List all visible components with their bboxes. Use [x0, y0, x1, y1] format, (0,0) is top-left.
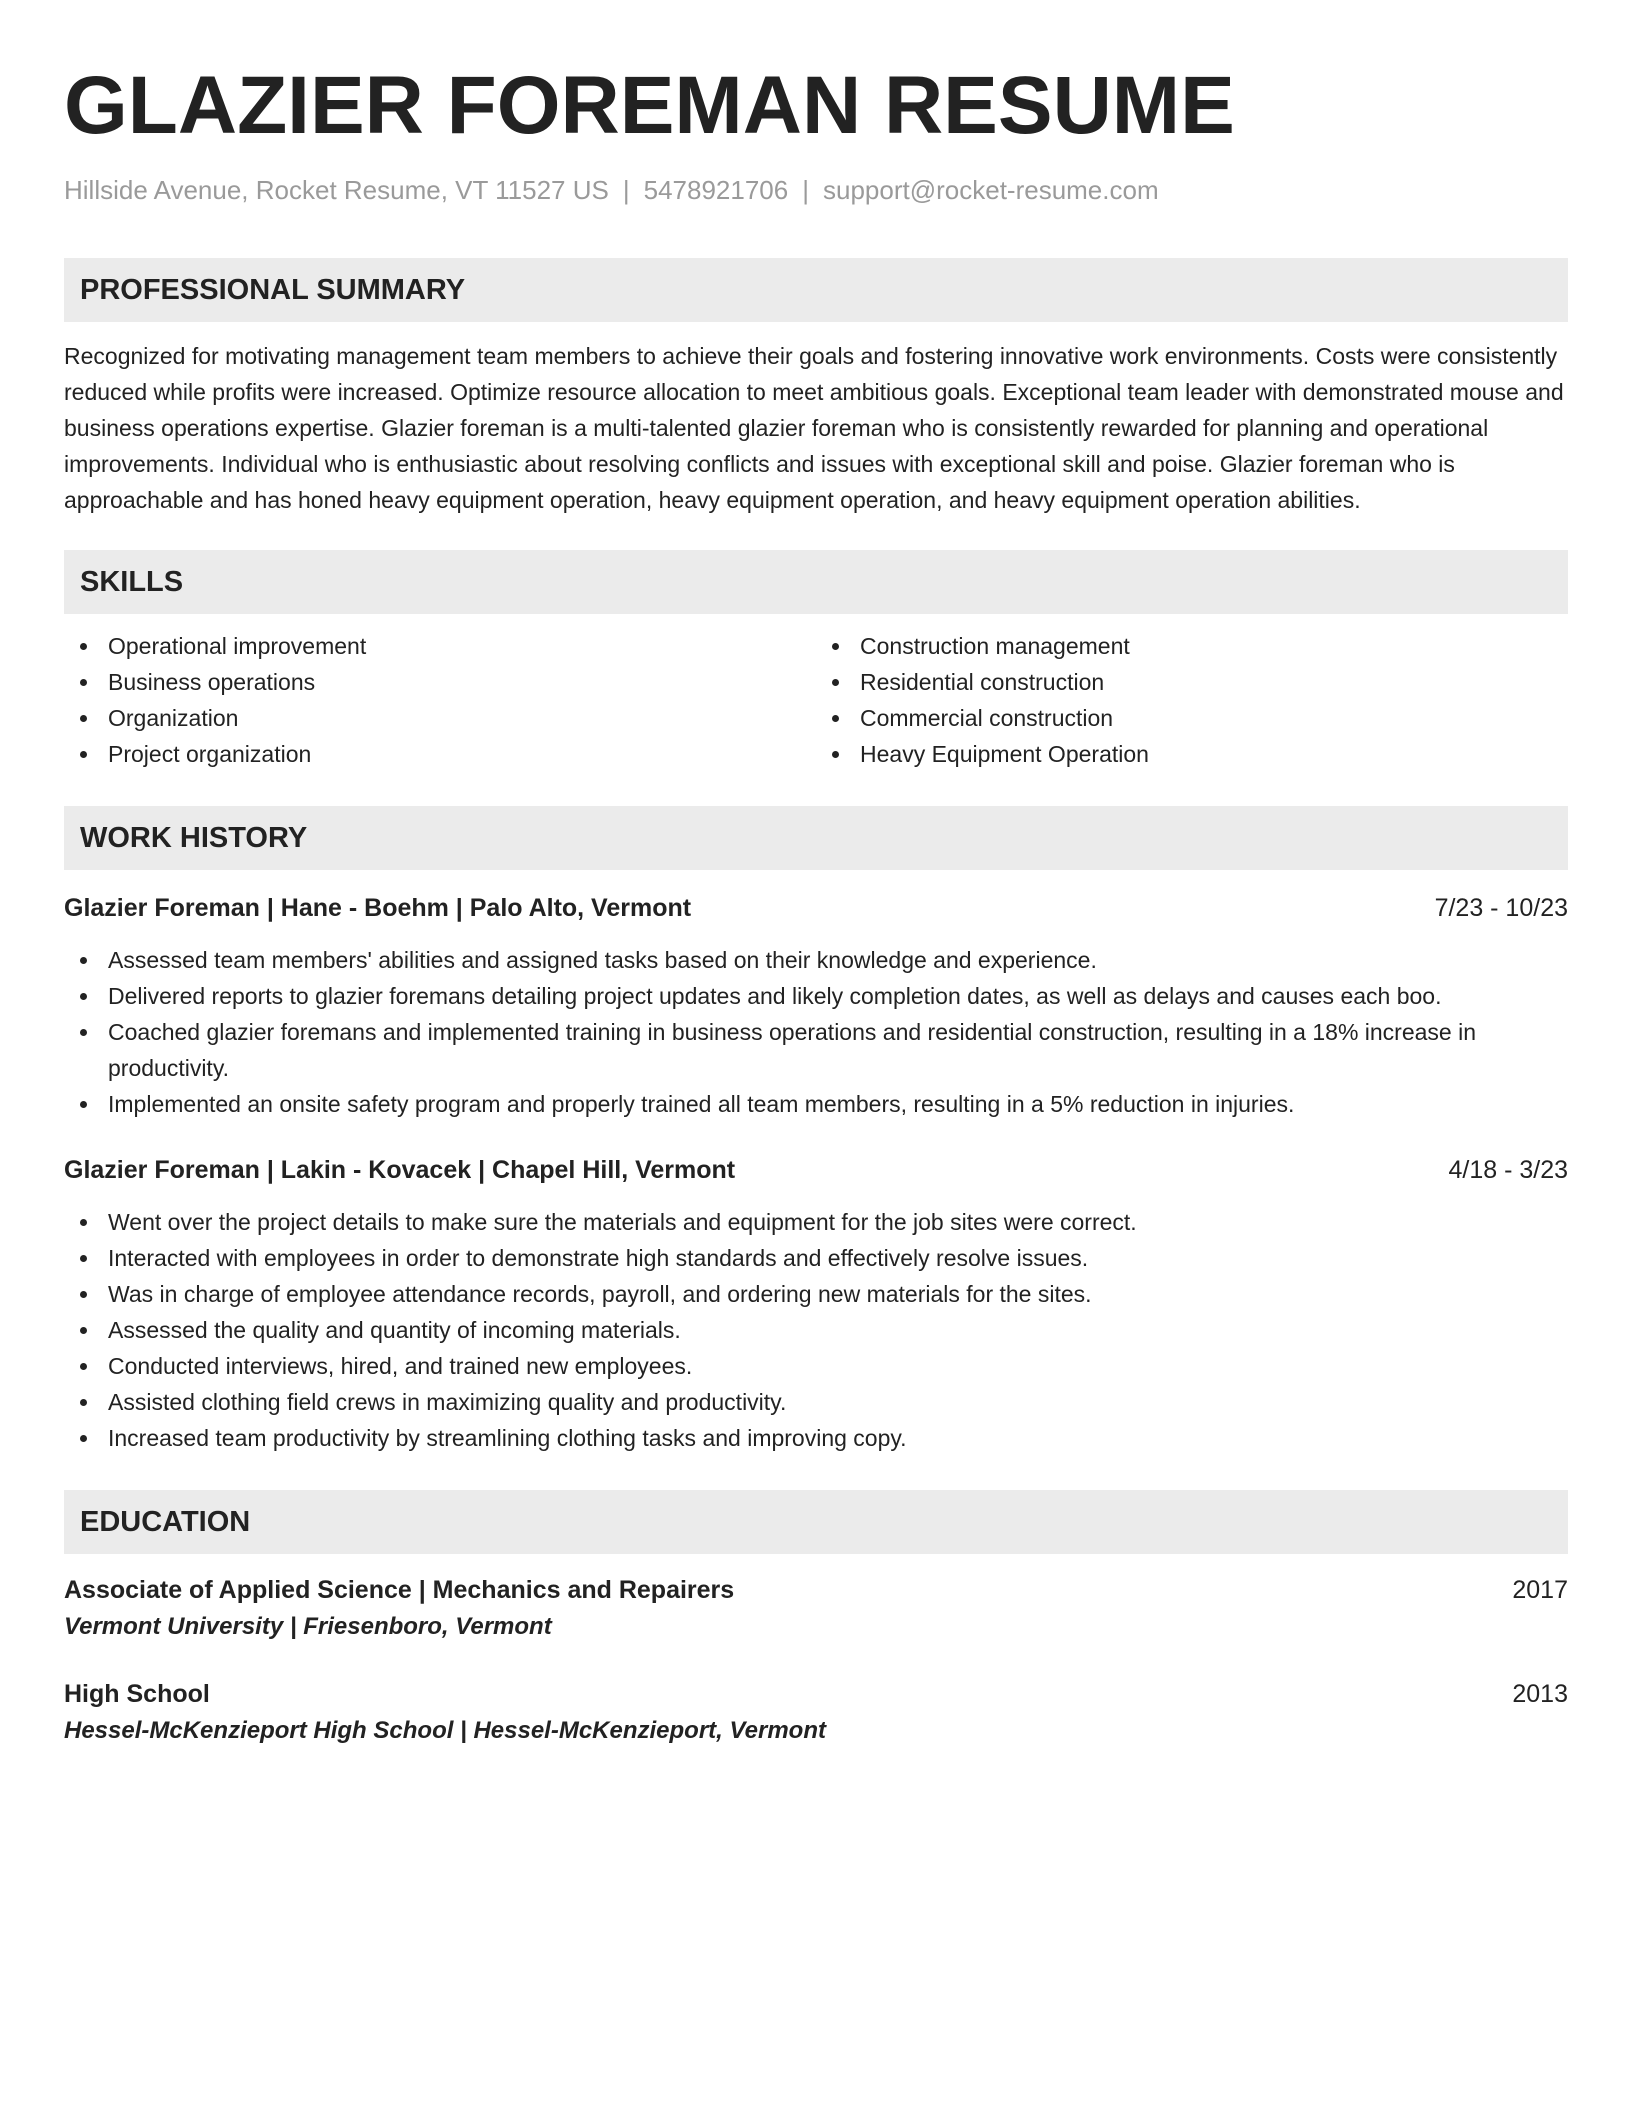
contact-address: Hillside Avenue, Rocket Resume, VT 11527 US [64, 175, 609, 205]
education-degree: High School [64, 1680, 210, 1708]
job-title: Glazier Foreman | Hane - Boehm | Palo Alto, Vermont [64, 894, 692, 922]
job-bullet: Went over the project details to make sure the materials and equipment for the job sites were correct. [64, 1204, 1568, 1240]
section-header-skills: SKILLS [64, 550, 1568, 614]
job-bullet: Assessed team members' abilities and assigned tasks based on their knowledge and experience. [64, 942, 1568, 978]
job-header [64, 1152, 1568, 1188]
contact-line [64, 174, 1568, 206]
job-entry [64, 890, 1568, 1122]
education-year: 2013 [1512, 1680, 1568, 1708]
summary-text: Recognized for motivating management team members to achieve their goals and fostering innovative work environments. Costs were consistently reduced while profits were increased. Optimize resource allocation to meet ambitious goals. Exceptional team leader with demonstrated mouse and business operations expertise. Glazier foreman is a multi-talented glazier foreman who is consistently rewarded for planning and operational improvements. Individual who is enthusiastic about resolving conflicts and issues with exceptional skill and poise. Glazier foreman who is approachable and has honed heavy equipment operation, heavy equipment operation, and heavy equipment operation abilities. [64, 343, 1564, 513]
contact-separator: | [802, 175, 809, 205]
job-bullet: Was in charge of employee attendance records, payroll, and ordering new materials for the sites. [64, 1276, 1568, 1312]
education-school: Vermont University | Friesenboro, Vermont [64, 1613, 552, 1640]
job-title: Glazier Foreman | Lakin - Kovacek | Chapel Hill, Vermont [64, 1156, 736, 1184]
job-bullets [64, 942, 1568, 1122]
section-header-work-history: WORK HISTORY [64, 806, 1568, 870]
job-bullet: Implemented an onsite safety program and properly trained all team members, resulting in a 5% reduction in injuries. [64, 1086, 1568, 1122]
skill-item: Project organization [64, 736, 816, 772]
skill-item: Organization [64, 700, 816, 736]
resume-page [64, 0, 1568, 1750]
job-bullet: Increased team productivity by streamlining clothing tasks and improving copy. [64, 1420, 1568, 1456]
job-bullet: Coached glazier foremans and implemented training in business operations and residential construction, resulting in a 18% increase in productivity. [64, 1014, 1568, 1086]
job-entry [64, 1152, 1568, 1456]
contact-email[interactable]: support@rocket-resume.com [823, 175, 1159, 205]
contact-separator: | [622, 175, 630, 205]
skills-column-right [816, 628, 1568, 772]
education-entry [64, 1572, 1568, 1646]
education-header [64, 1572, 1568, 1608]
job-bullet: Delivered reports to glazier foremans detailing project updates and likely completion dates, as well as delays and causes each boo. [64, 978, 1568, 1014]
skill-item: Business operations [64, 664, 816, 700]
job-bullet: Conducted interviews, hired, and trained new employees. [64, 1348, 1568, 1384]
section-header-professional-summary: PROFESSIONAL SUMMARY [64, 258, 1568, 322]
skill-item: Heavy Equipment Operation [816, 736, 1568, 772]
job-bullet: Assisted clothing field crews in maximizing quality and productivity. [64, 1384, 1568, 1420]
skills-list [64, 628, 1568, 772]
education-degree: Associate of Applied Science | Mechanics and Repairers [64, 1576, 735, 1604]
job-bullets [64, 1204, 1568, 1456]
education-header [64, 1676, 1568, 1712]
education-school: Hessel-McKenzieport High School | Hessel-McKenzieport, Vermont [64, 1717, 826, 1744]
education-year: 2017 [1512, 1576, 1568, 1604]
section-header-education: EDUCATION [64, 1490, 1568, 1554]
job-dates: 7/23 - 10/23 [1434, 894, 1568, 922]
skills-column-left [64, 628, 816, 772]
job-bullet: Interacted with employees in order to demonstrate high standards and effectively resolve issues. [64, 1240, 1568, 1276]
skill-item: Operational improvement [64, 628, 816, 664]
skill-item: Construction management [816, 628, 1568, 664]
education-entry [64, 1676, 1568, 1750]
skill-item: Commercial construction [816, 700, 1568, 736]
resume-title: GLAZIER FOREMAN RESUME [64, 60, 1235, 151]
contact-phone[interactable]: 5478921706 [643, 175, 789, 205]
job-header [64, 890, 1568, 926]
job-bullet: Assessed the quality and quantity of incoming materials. [64, 1312, 1568, 1348]
skill-item: Residential construction [816, 664, 1568, 700]
job-dates: 4/18 - 3/23 [1448, 1156, 1568, 1184]
